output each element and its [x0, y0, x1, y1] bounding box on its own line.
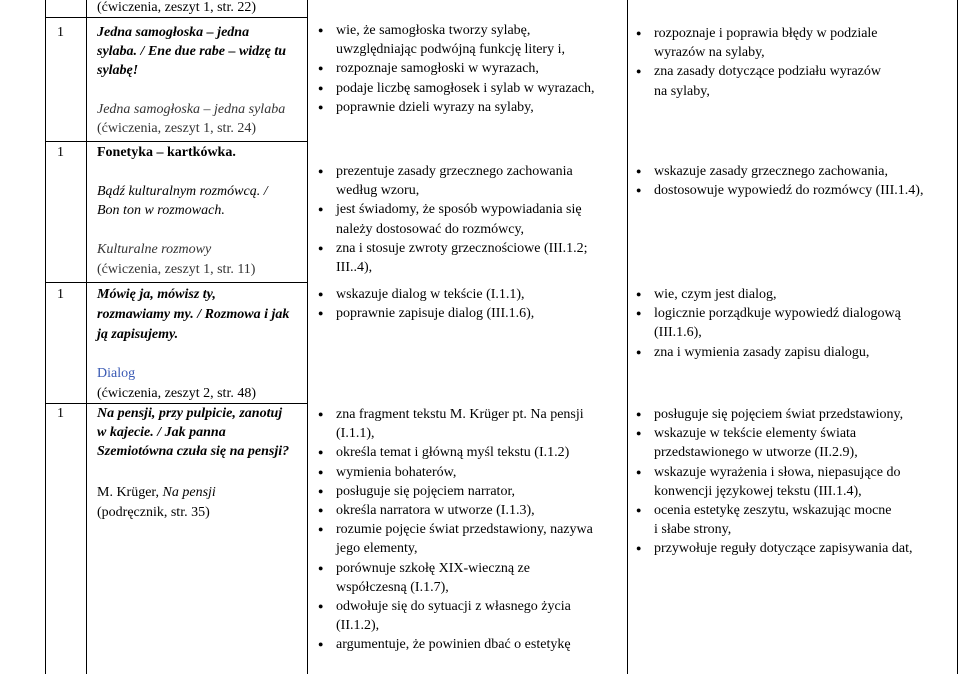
list-item: według wzoru,	[336, 183, 420, 199]
requirements-list-extended	[634, 285, 901, 362]
requirements-list-basic	[316, 285, 534, 323]
list-item-text: uwzględniając podwójną funkcję litery i,	[336, 42, 565, 58]
list-item: ● wymienia bohaterów,	[316, 463, 593, 482]
list-item: konwencji językowej tekstu (III.1.4),	[654, 483, 862, 499]
list-item: ● zna fragment tekstu M. Krüger pt. Na pensji	[316, 405, 593, 424]
list-item: ● jest świadomy, że sposób wypowiadania się	[316, 200, 588, 219]
list-item: ● zna i wymienia zasady zapisu dialogu,	[634, 343, 901, 362]
list-item: ● posługuje się pojęciem narrator,	[316, 482, 593, 501]
list-item: ● określa temat i główną myśl tekstu (I.1.2)	[316, 443, 593, 462]
lesson-title: rozmawiamy my. / Rozmowa i jak	[97, 307, 290, 322]
list-item: ● poprawnie dzieli wyrazy na sylaby,	[316, 98, 595, 117]
list-item: ● zna zasady dotyczące podziału wyrazów	[634, 62, 881, 81]
lesson-hours: 1	[57, 145, 64, 160]
list-item: (II.1.2),	[336, 618, 380, 634]
table-border-right	[957, 0, 958, 674]
list-item: ● logicznie porządkuje wypowiedź dialogową	[634, 304, 901, 323]
lesson-title: w kajecie. / Jak panna	[97, 425, 226, 440]
reading-reference	[97, 483, 216, 502]
list-item: ● określa narratora w utworze (I.1.3),	[316, 501, 593, 520]
lesson-title: ją zapisujemy.	[97, 327, 179, 342]
table-divider-1	[86, 0, 87, 674]
table-divider-2	[307, 0, 308, 674]
list-item: ● argumentuje, że powinien dbać o estetykę	[316, 635, 593, 654]
list-item: ● wskazuje wyrażenia i słowa, niepasujące do	[634, 463, 913, 482]
row-divider	[45, 17, 308, 18]
row-divider	[45, 282, 308, 283]
list-item: ● wskazuje w tekście elementy świata	[634, 424, 913, 443]
list-item: należy dostosować do rozmówcy,	[336, 221, 525, 237]
list-item: ● przywołuje reguły dotyczące zapisywania dat,	[634, 539, 913, 558]
list-item: (III.1.6),	[654, 325, 702, 341]
requirements-list-extended	[634, 162, 923, 200]
list-item: ● posługuje się pojęciem świat przedstawiony,	[634, 405, 913, 424]
table-border-left	[45, 0, 46, 674]
lesson-title: Fonetyka – kartkówka.	[97, 145, 236, 160]
reading-title: Na pensji	[162, 485, 216, 500]
lesson-title: Na pensji, przy pulpicie, zanotuj	[97, 406, 283, 421]
lesson-title: sylaba. / Ene due rabe – widzę tu	[97, 44, 287, 59]
list-item: ● porównuje szkołę XIX-wieczną ze	[316, 559, 593, 578]
list-item: przedstawionego w utworze (II.2.9),	[654, 445, 858, 461]
list-item: ● rozpoznaje i poprawia błędy w podziale	[634, 24, 881, 43]
list-item: ● wskazuje dialog w tekście (I.1.1),	[316, 285, 534, 304]
lesson-title: Bądź kulturalnym rozmówcą. /	[97, 184, 268, 199]
lesson-topic: Jedna samogłoska – jedna sylaba	[97, 102, 286, 117]
table-divider-3	[627, 0, 628, 674]
lesson-hours: 1	[57, 25, 64, 40]
requirements-list-basic	[316, 21, 595, 117]
list-item: ● rozumie pojęcie świat przedstawiony, nazywa	[316, 520, 593, 539]
lesson-title: sylabę!	[97, 63, 139, 78]
source-note: (ćwiczenia, zeszyt 1, str. 11)	[97, 262, 256, 277]
requirements-list-extended	[634, 24, 881, 101]
list-item: ● prezentuje zasady grzecznego zachowania	[316, 162, 588, 181]
list-item: ● dostosowuje wypowiedź do rozmówcy (III.1.4),	[634, 181, 923, 200]
list-item: na sylaby,	[654, 83, 710, 99]
list-item: ● odwołuje się do sytuacji z własnego życia	[316, 597, 593, 616]
list-item: jego elementy,	[336, 541, 418, 557]
source-note: (ćwiczenia, zeszyt 1, str. 22)	[97, 0, 256, 15]
requirements-list-basic	[316, 405, 593, 655]
reading-author: M. Krüger,	[97, 485, 160, 500]
list-item: wyrazów na sylaby,	[654, 45, 765, 61]
lesson-title: Bon ton w rozmowach.	[97, 203, 225, 218]
lesson-title: Mówię ja, mówisz ty,	[97, 287, 216, 302]
list-item: III..4),	[336, 260, 373, 276]
lesson-hours: 1	[57, 287, 64, 302]
lesson-title: Jedna samogłoska – jedna	[97, 25, 250, 40]
list-item: ● wskazuje zasady grzecznego zachowania,	[634, 162, 923, 181]
list-item: ● poprawnie zapisuje dialog (III.1.6),	[316, 304, 534, 323]
lesson-title: Szemiotówna czuła się na pensji?	[97, 444, 290, 459]
source-note: (ćwiczenia, zeszyt 2, str. 48)	[97, 386, 256, 401]
list-item: ● zna i stosuje zwroty grzecznościowe (III.1.2;	[316, 239, 588, 258]
row-divider	[45, 141, 308, 142]
list-item: ● wie, czym jest dialog,	[634, 285, 901, 304]
list-item: ● ocenia estetykę zeszytu, wskazując mocne	[634, 501, 913, 520]
list-item: i słabe strony,	[654, 522, 732, 538]
list-item: (I.1.1),	[336, 426, 375, 442]
list-item	[316, 40, 595, 59]
source-note: (ćwiczenia, zeszyt 1, str. 24)	[97, 121, 256, 136]
lesson-topic: Kulturalne rozmowy	[97, 242, 212, 257]
source-note: (podręcznik, str. 35)	[97, 505, 210, 520]
lesson-hours: 1	[57, 406, 64, 421]
list-item: ● podaje liczbę samogłosek i sylab w wyrazach,	[316, 79, 595, 98]
list-item: współczesną (I.1.7),	[336, 579, 449, 595]
list-item: ● wie, że samogłoska tworzy sylabę,	[316, 21, 595, 40]
list-item: ● rozpoznaje samogłoski w wyrazach,	[316, 59, 595, 78]
requirements-list-extended	[634, 405, 913, 559]
requirements-list-basic	[316, 162, 588, 277]
lesson-topic: Dialog	[97, 366, 136, 381]
